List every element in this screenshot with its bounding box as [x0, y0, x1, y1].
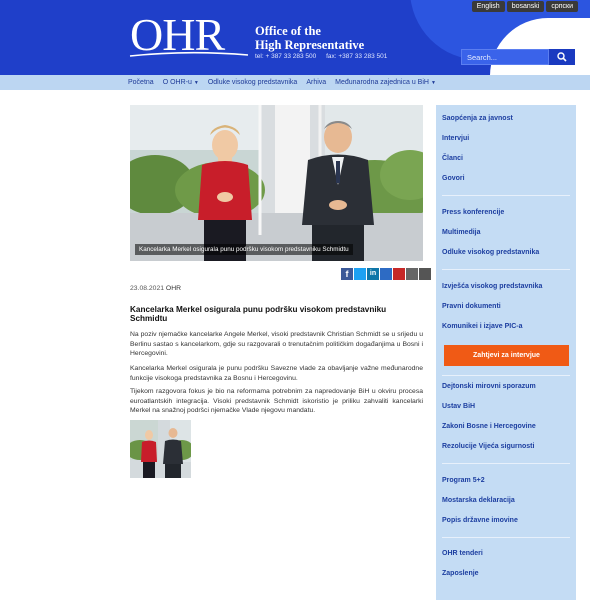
sidebar-item-press-conferences[interactable]: Press konferencije: [442, 209, 505, 216]
nav-archive[interactable]: Arhiva: [306, 79, 327, 86]
nav-international-label: Međunarodna zajednica u BiH: [335, 79, 429, 86]
sidebar-item-interviews[interactable]: Intervjui: [442, 135, 470, 142]
article-paragraph: Kancelarka Merkel osigurala je punu podršku Savezne vlade za obavljanje važne međunarodne funkcije visokoga predstavnika za Bosnu i Hercegovinu.: [130, 365, 423, 382]
sidebar-item-tenders[interactable]: OHR tenderi: [442, 550, 483, 557]
article-title: Kancelarka Merkel osigurala punu podršku visokom predstavniku Schmidtu: [130, 305, 387, 323]
sidebar-item-dayton-agreement[interactable]: Dejtonski mirovni sporazum: [442, 383, 536, 390]
facebook-icon[interactable]: f: [341, 268, 353, 280]
linkedin-icon[interactable]: in: [367, 268, 379, 280]
article-paragraph: Tijekom razgovora fokus je bio na reformama potrebnim za napredovanje BiH u okviru procesa euroatlantskih integracija. Visoki predstavnik Schmidt iskoristio je priliku zahvaliti kancelarki Merkel na snažnoj podršci njemačke Vlade njegovu mandatu.: [130, 388, 423, 414]
nav-about-label: O OHR-u: [162, 79, 192, 86]
share-toolbar: [341, 268, 431, 280]
sidebar-item-security-resolutions[interactable]: Rezolucije Vijeća sigurnosti: [442, 443, 535, 450]
sidebar: [436, 105, 576, 600]
search-button[interactable]: [549, 49, 575, 65]
lang-english[interactable]: English: [472, 1, 505, 12]
nav-international-community[interactable]: [335, 75, 436, 91]
sidebar-divider: [442, 463, 570, 464]
sidebar-item-speeches[interactable]: Govori: [442, 175, 465, 182]
article-meta: [130, 285, 181, 292]
bookmark-icon[interactable]: [380, 268, 392, 280]
article-thumbnail[interactable]: [130, 420, 191, 478]
interview-requests-button[interactable]: Zahtjevi za intervjue: [444, 345, 569, 366]
sidebar-item-press-releases[interactable]: Saopćenja za javnost: [442, 115, 513, 122]
site-header: [0, 0, 590, 75]
logo-swoosh-icon: [128, 48, 250, 60]
sidebar-item-employment[interactable]: Zaposlenje: [442, 570, 479, 577]
office-title-line2: High Representative: [255, 38, 365, 52]
sidebar-divider: [442, 269, 570, 270]
lang-srpski[interactable]: српски: [546, 1, 578, 12]
print-icon[interactable]: [406, 268, 418, 280]
sidebar-item-mostar-declaration[interactable]: Mostarska deklaracija: [442, 497, 515, 504]
language-switcher: [472, 1, 578, 12]
ohr-logo[interactable]: OHR: [130, 9, 225, 60]
email-icon[interactable]: [419, 268, 431, 280]
sidebar-item-articles[interactable]: Članci: [442, 155, 464, 162]
article-date: 23.08.2021: [130, 285, 165, 292]
chevron-down-icon: ▼: [430, 80, 436, 86]
article-paragraph: Na poziv njemačke kancelarke Angele Merkel, visoki predstavnik Christian Schmidt se u srijedu u Berlinu sastao s kancelarkom, gdje su razgovarali o trenutačnim političkim događanjima u Bosni i Hercegovini.: [130, 331, 423, 357]
chevron-down-icon: ▼: [193, 80, 199, 86]
fax: fax: +387 33 283 501: [326, 53, 388, 60]
nav-about[interactable]: [163, 75, 199, 91]
pdf-icon[interactable]: [393, 268, 405, 280]
sidebar-item-reports[interactable]: Izvješća visokog predstavnika: [442, 283, 543, 290]
sidebar-item-laws[interactable]: Zakoni Bosne i Hercegovine: [442, 423, 536, 430]
sidebar-item-decisions[interactable]: Odluke visokog predstavnika: [442, 249, 540, 256]
telephone: tel: + 387 33 283 500: [255, 53, 317, 60]
sidebar-divider: [442, 537, 570, 538]
sidebar-item-pic-communiques[interactable]: Komunikeі i izjave PIC-a: [442, 323, 523, 330]
twitter-icon[interactable]: [354, 268, 366, 280]
office-title-line1: Office of the: [255, 24, 321, 38]
article-source[interactable]: OHR: [165, 285, 182, 292]
lang-bosanski[interactable]: bosanski: [507, 1, 545, 12]
photo-caption: Kancelarka Merkel osigurala punu podršku visokom predstavniku Schmidtu: [135, 244, 353, 255]
main-navigation: [0, 75, 590, 90]
sidebar-item-program-5-2[interactable]: Program 5+2: [442, 477, 485, 484]
sidebar-item-constitution[interactable]: Ustav BiH: [442, 403, 476, 410]
sidebar-item-state-property[interactable]: Popis državne imovine: [442, 517, 518, 524]
article-photo[interactable]: [130, 105, 423, 261]
search-input[interactable]: Search...: [461, 49, 549, 65]
nav-home[interactable]: Početna: [128, 79, 154, 86]
nav-decisions[interactable]: Odluke visokog predstavnika: [207, 79, 298, 86]
sidebar-item-legal-documents[interactable]: Pravni dokumenti: [442, 303, 501, 310]
sidebar-divider: [442, 195, 570, 196]
sidebar-divider: [442, 375, 570, 376]
contact-info: [255, 53, 395, 60]
sidebar-item-multimedia[interactable]: Multimedija: [442, 229, 481, 236]
search-icon: [557, 52, 567, 62]
